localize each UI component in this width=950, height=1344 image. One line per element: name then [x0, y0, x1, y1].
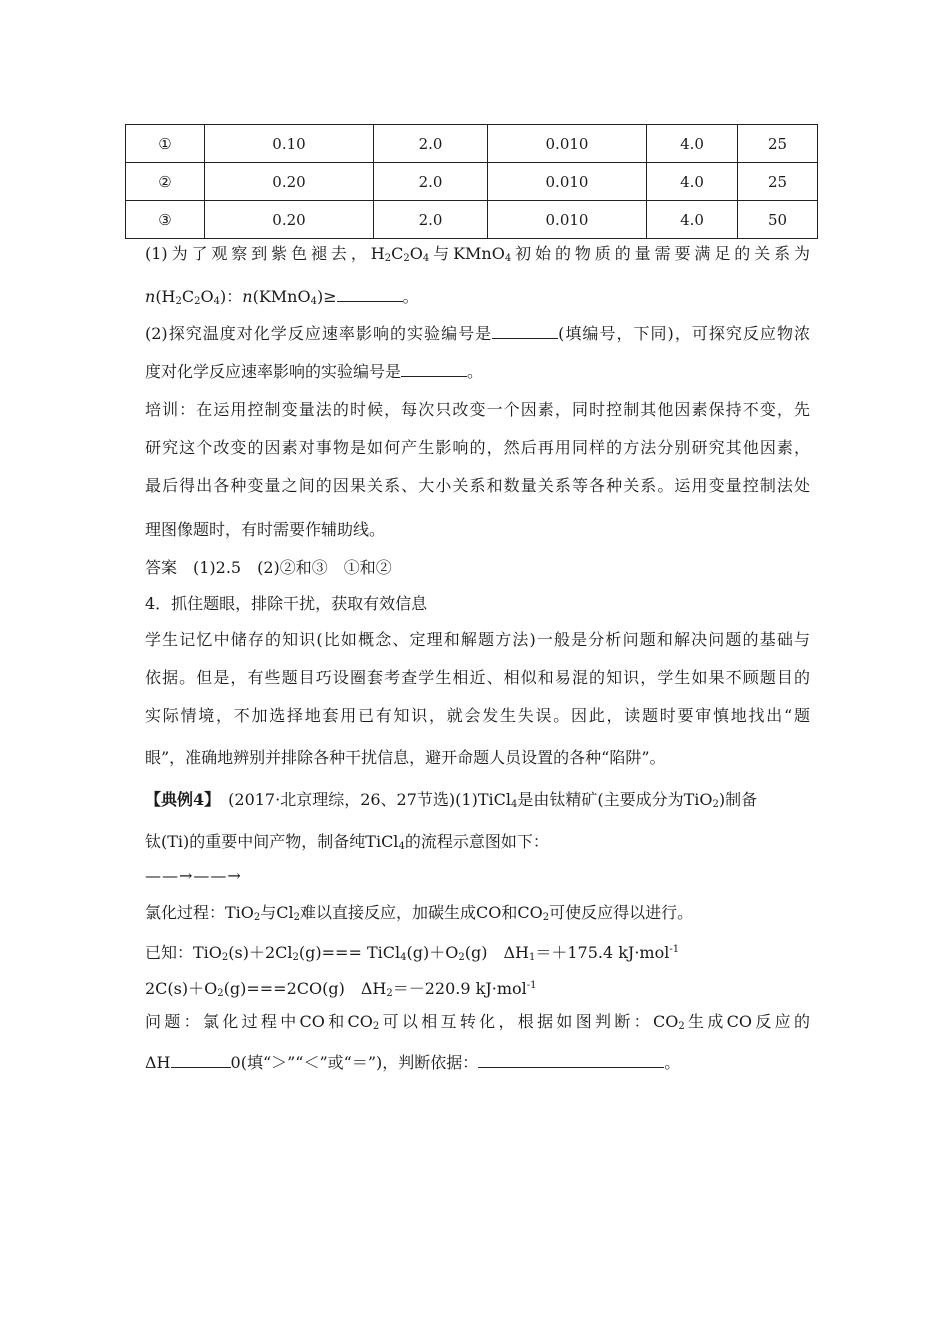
table-cell: 4.0 — [647, 201, 738, 239]
table-cell: 0.010 — [488, 201, 647, 239]
answer-line: 答案 (1)2.5 (2)②和③ ①和② — [145, 558, 392, 577]
question-line: 问题：氯化过程中CO和$CO_2$可以相互转化，根据如图判断：$CO_2$生成CO反应的 — [145, 1012, 810, 1032]
table-cell: 0.010 — [488, 125, 647, 163]
answer-blank[interactable] — [478, 1053, 664, 1068]
table-cell: 4.0 — [647, 163, 738, 201]
answer-blank[interactable] — [492, 324, 558, 339]
table-row — [126, 201, 818, 239]
table-cell: ② — [126, 163, 205, 201]
example-tag: 【典例4】 — [145, 790, 213, 809]
table-cell: 0.10 — [205, 125, 374, 163]
training-line: 理图像题时，有时需要作辅助线。 — [145, 520, 386, 539]
section-paragraph-line: 实际情境，不加选择地套用已有知识，就会发生失误。因此，读题时要审慎地找出“题 — [145, 706, 810, 725]
table-cell: ③ — [126, 201, 205, 239]
answer-blank[interactable] — [337, 287, 403, 302]
table-cell: 0.20 — [205, 201, 374, 239]
section-paragraph-line: 眼”，准确地辨别并排除各种干扰信息，避开命题人员设置的各种“陷阱”。 — [145, 748, 666, 767]
table-cell: 25 — [738, 125, 818, 163]
table-cell: 50 — [738, 201, 818, 239]
answer-blank[interactable] — [171, 1053, 231, 1068]
flow-diagram-arrows: ——→——→ — [145, 866, 242, 885]
table-cell: 0.010 — [488, 163, 647, 201]
section-heading: 4．抓住题眼，排除干扰，获取有效信息 — [145, 594, 428, 613]
example-4-line-2: 钛(Ti)的重要中间产物，制备纯TiCl$_4$的流程示意图如下： — [145, 832, 549, 852]
training-line: 培训：在运用控制变量法的时候，每次只改变一个因素，同时控制其他因素保持不变，先 — [145, 400, 810, 419]
training-line: 最后得出各种变量之间的因果关系、大小关系和数量关系等各种关系。运用变量控制法处 — [145, 476, 810, 495]
question-1-line-2: $n(H_2C_2O_4)$：n(KMnO$_4$)≥ 。 — [145, 287, 419, 307]
table-cell: 2.0 — [374, 201, 488, 239]
table-cell: 2.0 — [374, 163, 488, 201]
question-fill-line: ΔH 0(填“＞”“＜”或“＝”)，判断依据： 。 — [145, 1053, 681, 1072]
table-cell: ① — [126, 125, 205, 163]
question-2-line-2: 度对化学反应速率影响的实验编号是 。 — [145, 362, 484, 381]
table-cell: 25 — [738, 163, 818, 201]
example-4-line-1: 【典例4】 (2017·北京理综，26、27节选)(1)TiCl$_4$是由钛精矿(主要成分为TiO$_2$)制备 — [145, 790, 758, 810]
section-paragraph-line: 学生记忆中储存的知识(比如概念、定理和解题方法)一般是分析问题和解决问题的基础与 — [145, 630, 810, 649]
known-equation-2: $2C(s)+O_2(g)===2CO(g)$ $\Delta H_2=-220.9$ kJ·mol$^{-1}$ — [145, 979, 537, 999]
section-paragraph-line: 依据。但是，有些题目巧设圈套考查学生相近、相似和易混的知识，学生如果不顾题目的 — [145, 668, 810, 687]
answer-blank[interactable] — [401, 362, 467, 377]
table-cell: 0.20 — [205, 163, 374, 201]
table-row — [126, 125, 818, 163]
chlorination-line: 氯化过程：TiO$_2$与$Cl_2$难以直接反应，加碳生成CO和$CO_2$可使反应得以进行。 — [145, 903, 694, 923]
experiment-table — [125, 124, 818, 239]
question-2-line-1: (2)探究温度对化学反应速率影响的实验编号是 (填编号，下同)，可探究反应物浓 — [145, 324, 810, 343]
table-cell: 2.0 — [374, 125, 488, 163]
known-equation-1: 已知：$TiO_2(s)+2Cl_2(g)===$ $TiCl_4(g)+O_2(g)$ $\Delta H_1=+175.4$ kJ·mol$^{-1}$ — [145, 943, 680, 963]
question-1-line-1: (1)为了观察到紫色褪去，$H_2C_2O_4$与KMnO$_4$初始的物质的量需要满足的关系为 — [145, 244, 810, 264]
table-cell: 4.0 — [647, 125, 738, 163]
training-line: 研究这个改变的因素对事物是如何产生影响的，然后再用同样的方法分别研究其他因素， — [145, 438, 810, 457]
table-row — [126, 163, 818, 201]
